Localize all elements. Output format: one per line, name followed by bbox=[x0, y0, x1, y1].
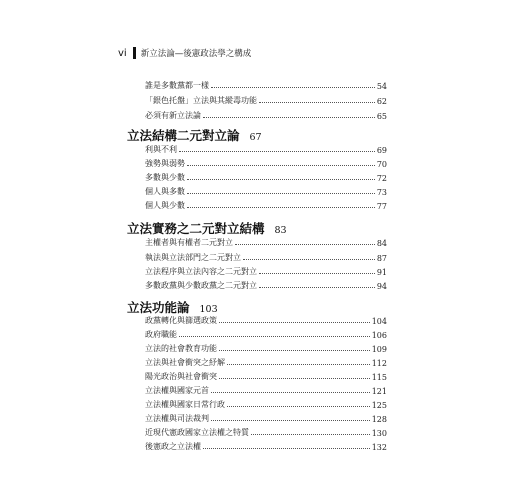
toc-entry-page: 69 bbox=[376, 146, 387, 155]
toc-entry-page: 130 bbox=[371, 429, 387, 438]
toc-entry-page: 109 bbox=[371, 345, 387, 354]
toc-entry-label: 多數與少數 bbox=[145, 173, 185, 182]
toc-entry-page: 106 bbox=[371, 331, 387, 340]
section-page: 83 bbox=[274, 225, 287, 236]
dot-leader bbox=[227, 364, 370, 365]
toc-entry-page: 91 bbox=[376, 268, 387, 277]
toc-section-heading[interactable] bbox=[127, 219, 287, 235]
dot-leader bbox=[251, 434, 370, 435]
dot-leader bbox=[219, 322, 370, 323]
toc-entry[interactable] bbox=[145, 342, 387, 354]
toc-entry[interactable] bbox=[145, 171, 387, 183]
toc-entry[interactable] bbox=[145, 79, 387, 91]
section-page: 103 bbox=[199, 304, 218, 315]
toc-section-heading[interactable] bbox=[127, 298, 218, 314]
toc-entry[interactable] bbox=[145, 370, 387, 382]
dot-leader bbox=[227, 406, 370, 407]
toc-entry-page: 84 bbox=[376, 239, 387, 248]
toc-entry[interactable] bbox=[145, 236, 387, 248]
page-number: vi bbox=[118, 47, 127, 59]
toc-entry[interactable] bbox=[145, 440, 387, 452]
toc-section-heading[interactable] bbox=[127, 126, 262, 142]
dot-leader bbox=[187, 207, 375, 208]
dot-leader bbox=[203, 448, 370, 449]
toc-entry-page: 112 bbox=[371, 359, 387, 368]
dot-leader bbox=[211, 420, 370, 421]
section-title: 立法實務之二元對立結構 bbox=[127, 221, 265, 236]
dot-leader bbox=[187, 193, 375, 194]
toc-entry-label: 個人與少數 bbox=[145, 201, 185, 210]
dot-leader bbox=[187, 165, 375, 166]
toc-entry-page: 73 bbox=[376, 188, 387, 197]
dot-leader bbox=[235, 244, 375, 245]
toc-entry-page: 125 bbox=[371, 401, 387, 410]
dot-leader bbox=[203, 117, 375, 118]
toc-entry-page: 121 bbox=[371, 387, 387, 396]
toc-entry[interactable] bbox=[145, 356, 387, 368]
toc-entry-label: 必須有新立法論 bbox=[145, 111, 201, 120]
toc-entry[interactable] bbox=[145, 265, 387, 277]
dot-leader bbox=[219, 350, 370, 351]
toc-entry-label: 執法與立法部門之二元對立 bbox=[145, 253, 241, 262]
toc-entry-label: 陽光政治與社會衝突 bbox=[145, 372, 217, 381]
toc-entry-page: 72 bbox=[376, 174, 387, 183]
toc-entry-label: 立法程序與立法內容之二元對立 bbox=[145, 267, 257, 276]
toc-entry-page: 70 bbox=[376, 160, 387, 169]
section-title: 立法功能論 bbox=[127, 300, 190, 315]
toc-entry-label: 誰是多數黨都一樣 bbox=[145, 81, 209, 90]
toc-entry-label: 後憲政之立法權 bbox=[145, 442, 201, 451]
dot-leader bbox=[259, 273, 375, 274]
toc-entry-page: 128 bbox=[371, 415, 387, 424]
toc-entry[interactable] bbox=[145, 185, 387, 197]
toc-entry-label: 政黨轉化與篩選政策 bbox=[145, 316, 217, 325]
toc-entry[interactable] bbox=[145, 328, 387, 340]
dot-leader bbox=[211, 392, 370, 393]
toc-entry-page: 115 bbox=[371, 373, 387, 382]
dot-leader bbox=[179, 336, 370, 337]
toc-entry[interactable] bbox=[145, 251, 387, 263]
toc-entry-label: 立法權與國家日常行政 bbox=[145, 400, 225, 409]
toc-entry-page: 65 bbox=[376, 112, 387, 121]
dot-leader bbox=[259, 102, 375, 103]
toc-entry[interactable] bbox=[145, 279, 387, 291]
toc-entry[interactable] bbox=[145, 143, 387, 155]
toc-entry[interactable] bbox=[145, 398, 387, 410]
toc-entry-label: 立法權與國家元首 bbox=[145, 386, 209, 395]
toc-entry-label: 多數政黨與少數政黨之二元對立 bbox=[145, 281, 257, 290]
toc-entry-page: 77 bbox=[376, 202, 387, 211]
toc-entry-label: 個人與多數 bbox=[145, 187, 185, 196]
toc-entry-label: 強勢與弱勢 bbox=[145, 159, 185, 168]
toc-entry-label: 立法權與司法裁判 bbox=[145, 414, 209, 423]
toc-entry[interactable] bbox=[145, 384, 387, 396]
toc-entry-label: 主權者與有權者二元對立 bbox=[145, 238, 233, 247]
toc-entry[interactable] bbox=[145, 412, 387, 424]
dot-leader bbox=[243, 259, 375, 260]
toc-entry-page: 104 bbox=[371, 317, 387, 326]
toc-entry[interactable] bbox=[145, 94, 387, 106]
toc-entry-label: 近現代憲政國家立法權之特質 bbox=[145, 428, 249, 437]
dot-leader bbox=[259, 287, 375, 288]
toc-entry-page: 87 bbox=[376, 254, 387, 263]
toc-entry-label: 政府職能 bbox=[145, 330, 177, 339]
toc-entry[interactable] bbox=[145, 157, 387, 169]
dot-leader bbox=[219, 378, 370, 379]
running-title: 新立法論—後憲政法學之構成 bbox=[140, 49, 252, 59]
toc-entry-page: 132 bbox=[371, 443, 387, 452]
toc-entry-label: 利與不利 bbox=[145, 145, 177, 154]
toc-entry[interactable] bbox=[145, 426, 387, 438]
section-title: 立法結構二元對立論 bbox=[127, 128, 240, 143]
toc-entry[interactable] bbox=[145, 109, 387, 121]
toc-entry-label: 立法與社會衝突之紓解 bbox=[145, 358, 225, 367]
toc-entry[interactable] bbox=[145, 199, 387, 211]
toc-entry-page: 62 bbox=[376, 97, 387, 106]
dot-leader bbox=[187, 179, 375, 180]
dot-leader bbox=[179, 151, 375, 152]
toc-entry-label: 「銀色托盤」立法與其縱毒功能 bbox=[145, 96, 257, 105]
dot-leader bbox=[211, 87, 375, 88]
toc-entry-label: 立法的社會教育功能 bbox=[145, 344, 217, 353]
section-page: 67 bbox=[249, 132, 262, 143]
toc-entry-page: 54 bbox=[376, 82, 387, 91]
toc-entry-page: 94 bbox=[376, 282, 387, 291]
toc-entry[interactable] bbox=[145, 314, 387, 326]
